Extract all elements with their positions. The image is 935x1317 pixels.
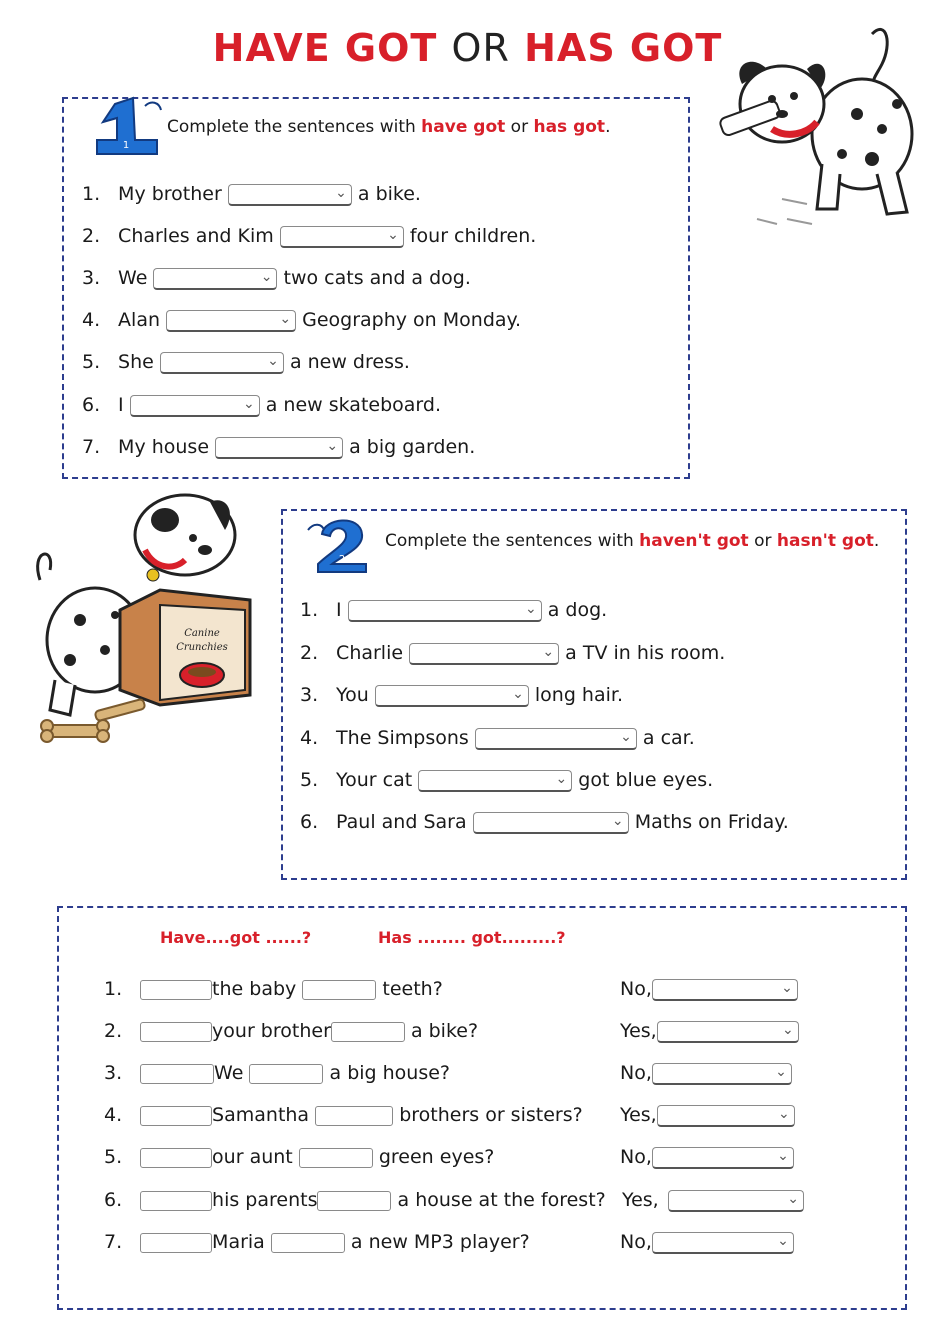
second-blank-input[interactable] (302, 980, 376, 1000)
question-part-a: the baby (212, 978, 297, 1000)
sentence-start: Your cat (336, 769, 413, 791)
short-answer-start: Yes, (620, 1020, 657, 1042)
second-blank-input[interactable] (331, 1022, 405, 1042)
first-blank-input[interactable] (140, 1064, 214, 1084)
question-part-a: Samantha (212, 1104, 310, 1126)
section2-number: 2 (338, 554, 346, 565)
title-part1: HAVE GOT (212, 26, 438, 70)
exercise-1-item-4 (82, 306, 521, 334)
first-blank-input[interactable] (140, 980, 212, 1000)
sentence-start: I (118, 394, 124, 416)
item-number: 2. (300, 642, 319, 664)
item-number: 6. (104, 1189, 123, 1211)
answer-dropdown[interactable] (228, 184, 352, 206)
question-part-b: green eyes? (378, 1146, 495, 1168)
question-part-b: a bike? (410, 1020, 479, 1042)
keyword-has-got: has got (533, 117, 606, 137)
exercise-3-item-6 (104, 1186, 606, 1214)
short-answer-start: Yes, (622, 1189, 659, 1211)
sentence-end: four children. (409, 225, 537, 247)
title-part2: OR (451, 26, 510, 70)
exercise-2-item-4 (300, 724, 695, 752)
question-part-b: teeth? (382, 978, 443, 1000)
short-answer-start: No, (620, 1231, 652, 1253)
box-label-line2: Crunchies (176, 642, 228, 653)
first-blank-input[interactable] (140, 1233, 212, 1253)
sentence-start: Charlie (336, 642, 404, 664)
item-number: 6. (300, 811, 319, 833)
exercise-3-item-3 (104, 1059, 450, 1087)
first-blank-input[interactable] (140, 1148, 212, 1168)
second-blank-input[interactable] (315, 1106, 393, 1126)
sentence-end: Geography on Monday. (302, 309, 522, 331)
item-number: 5. (300, 769, 319, 791)
exercise-3-answer-6 (668, 1186, 804, 1214)
exercise-3-item-1 (104, 975, 443, 1003)
answer-dropdown[interactable] (215, 437, 343, 459)
sentence-start: Alan (118, 309, 161, 331)
short-answer-dropdown[interactable] (657, 1105, 795, 1127)
question-part-b: a house at the forest? (397, 1189, 606, 1211)
section1-number: 1 (122, 140, 130, 151)
sentence-start: I (336, 599, 342, 621)
box-label-line1: Canine (184, 628, 220, 639)
short-answer-dropdown[interactable] (652, 1063, 792, 1085)
item-number: 2. (82, 225, 101, 247)
question-part-b: a new MP3 player? (350, 1231, 530, 1253)
exercise-1-item-7 (82, 433, 475, 461)
instruction-text: Complete the sentences with (167, 117, 416, 137)
second-blank-input[interactable] (299, 1148, 373, 1168)
item-number: 4. (82, 309, 101, 331)
question-part-a: his parents (212, 1189, 318, 1211)
item-number: 3. (82, 267, 101, 289)
hint-have-got: Have....got ......? (160, 928, 312, 947)
item-number: 1. (300, 599, 319, 621)
item-number: 1. (104, 978, 123, 1000)
item-number: 7. (104, 1231, 123, 1253)
keyword-hasnt-got: hasn't got (776, 531, 874, 551)
short-answer-dropdown[interactable] (652, 1147, 794, 1169)
short-answer-start: Yes, (620, 1104, 657, 1126)
short-answer-dropdown[interactable] (652, 1232, 794, 1254)
item-number: 2. (104, 1020, 123, 1042)
short-answer-start: No, (620, 1062, 652, 1084)
exercise-3-item-5 (104, 1143, 494, 1171)
answer-dropdown[interactable] (166, 310, 296, 332)
exercise-3-answer-3 (620, 1059, 792, 1087)
first-blank-input[interactable] (140, 1106, 212, 1126)
exercise-1-item-2 (82, 222, 536, 250)
answer-dropdown[interactable] (130, 395, 260, 417)
number-one-badge-icon (85, 96, 167, 160)
sentence-start: You (336, 684, 369, 706)
second-blank-input[interactable] (317, 1191, 391, 1211)
second-blank-input[interactable] (249, 1064, 323, 1084)
sentence-start: My brother (118, 183, 222, 205)
answer-dropdown[interactable] (280, 226, 404, 248)
answer-dropdown[interactable] (348, 600, 542, 622)
sentence-end: two cats and a dog. (283, 267, 471, 289)
item-number: 5. (104, 1146, 123, 1168)
exercise-3-answer-5 (620, 1143, 794, 1171)
dalmatian-dog-illustration (712, 14, 918, 236)
exercise-1-instruction: Complete the sentences with have got or has got. (167, 117, 611, 137)
exercise-3-item-4 (104, 1101, 583, 1129)
item-number: 4. (300, 727, 319, 749)
sentence-end: a dog. (547, 599, 608, 621)
number-two-badge-icon (302, 512, 384, 574)
sentence-end: Maths on Friday. (634, 811, 789, 833)
exercise-3-answer-7 (620, 1228, 794, 1256)
exercise-2-item-6 (300, 808, 789, 836)
keyword-have-got: have got (421, 117, 506, 137)
exercise-2-item-3 (300, 681, 623, 709)
item-number: 1. (82, 183, 101, 205)
item-number: 7. (82, 436, 101, 458)
answer-dropdown[interactable] (375, 685, 529, 707)
item-number: 3. (300, 684, 319, 706)
sentence-end: a new skateboard. (265, 394, 441, 416)
exercise-2-item-2 (300, 639, 725, 667)
sentence-start: She (118, 351, 154, 373)
item-number: 5. (82, 351, 101, 373)
item-number: 3. (104, 1062, 123, 1084)
sentence-start: My house (118, 436, 210, 458)
short-answer-dropdown[interactable] (657, 1021, 799, 1043)
keyword-havent-got: haven't got (639, 531, 749, 551)
exercise-2-instruction: Complete the sentences with haven't got or hasn't got. (385, 531, 880, 551)
sentence-end: a bike. (357, 183, 421, 205)
sentence-start: The Simpsons (336, 727, 469, 749)
answer-dropdown[interactable] (153, 268, 277, 290)
second-blank-input[interactable] (271, 1233, 345, 1253)
hint-has-got: Has ........ got.........? (378, 928, 566, 947)
answer-dropdown[interactable] (473, 812, 629, 834)
first-blank-input[interactable] (140, 1191, 212, 1211)
short-answer-start: No, (620, 978, 652, 1000)
sentence-end: a new dress. (289, 351, 410, 373)
instruction-or: or (754, 531, 772, 551)
exercise-1-item-1 (82, 180, 421, 208)
answer-dropdown[interactable] (418, 770, 572, 792)
exercise-3-item-7 (104, 1228, 530, 1256)
exercise-3-answer-4 (620, 1101, 795, 1129)
short-answer-dropdown[interactable] (668, 1190, 804, 1212)
instruction-text: Complete the sentences with (385, 531, 634, 551)
question-part-a: your brother (212, 1020, 331, 1042)
answer-dropdown[interactable] (160, 352, 284, 374)
sentence-end: a car. (642, 727, 695, 749)
instruction-or: or (510, 117, 529, 137)
question-part-a: We (214, 1062, 244, 1084)
exercise-3-answer-6-label (622, 1186, 659, 1214)
item-number: 4. (104, 1104, 123, 1126)
sentence-start: We (118, 267, 148, 289)
sentence-start: Paul and Sara (336, 811, 467, 833)
first-blank-input[interactable] (140, 1022, 212, 1042)
sentence-end: long hair. (534, 684, 624, 706)
short-answer-start: No, (620, 1146, 652, 1168)
sentence-start: Charles and Kim (118, 225, 274, 247)
question-part-a: Maria (212, 1231, 265, 1253)
item-number: 6. (82, 394, 101, 416)
exercise-1-item-5 (82, 348, 410, 376)
question-part-b: brothers or sisters? (399, 1104, 583, 1126)
puppy-with-food-box-illustration (25, 490, 275, 750)
exercise-3-answer-1 (620, 975, 798, 1003)
title-part3: HAS GOT (524, 26, 723, 70)
question-part-b: a big house? (329, 1062, 451, 1084)
answer-dropdown[interactable] (475, 728, 637, 750)
short-answer-dropdown[interactable] (652, 979, 798, 1001)
exercise-3-item-2 (104, 1017, 478, 1045)
sentence-end: a big garden. (349, 436, 476, 458)
exercise-1-item-6 (82, 391, 441, 419)
sentence-end: a TV in his room. (565, 642, 726, 664)
exercise-2-item-1 (300, 596, 607, 624)
exercise-1-item-3 (82, 264, 471, 292)
exercise-3-answer-2 (620, 1017, 799, 1045)
exercise-2-item-5 (300, 766, 713, 794)
sentence-end: got blue eyes. (578, 769, 714, 791)
question-part-a: our aunt (212, 1146, 293, 1168)
answer-dropdown[interactable] (409, 643, 559, 665)
